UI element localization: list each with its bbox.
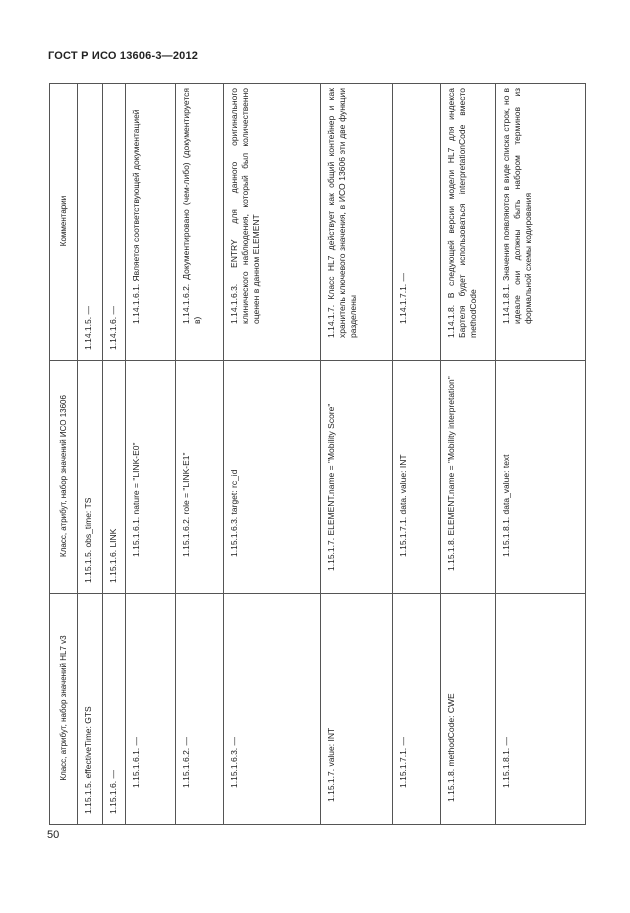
- hl7-cell: 1.15.1.7.1. —: [393, 594, 441, 825]
- hl7-cell: 1.15.1.6. —: [103, 594, 126, 825]
- iso-cell: 1.15.1.6.3. target: rc_id: [224, 361, 321, 594]
- document-header: ГОСТ Р ИСО 13606-3—2012: [48, 50, 199, 62]
- comment-cell: 1.14.1.7. Класс HL7 действует как общий контейнер и как хранитель ключевого значения, в ИСО 13606 эти две функции разделены: [321, 84, 393, 361]
- hl7-cell: 1.15.1.6.1. —: [126, 594, 176, 825]
- iso-cell: 1.15.1.5. obs_time: TS: [78, 361, 103, 594]
- page-number: 50: [47, 829, 60, 841]
- hl7-cell: 1.15.1.5. effectiveTime: GTS: [78, 594, 103, 825]
- table-row: [126, 84, 176, 825]
- comment-cell: 1.14.1.6.1. Является соответствующей документацией: [126, 84, 176, 361]
- comment-cell: 1.14.1.6.2. Документировано (чем-либо) (документируется в): [176, 84, 224, 361]
- table-row: [103, 84, 126, 825]
- iso-cell: 1.15.1.7.1. data. value: INT: [393, 361, 441, 594]
- iso-cell: 1.15.1.6.1. nature = "LINK-E0": [126, 361, 176, 594]
- iso-cell: 1.15.1.8. ELEMENT.name = "Mobility interpretation": [441, 361, 496, 594]
- table-row: [78, 84, 103, 825]
- table-row: [176, 84, 224, 825]
- table-row: [321, 84, 393, 825]
- iso-cell: 1.15.1.7. ELEMENT.name = "Mobility Score": [321, 361, 393, 594]
- hl7-cell: 1.15.1.8.1. —: [496, 594, 586, 825]
- iso-cell: 1.15.1.6. LINK: [103, 361, 126, 594]
- comment-cell: 1.14.1.8.1. Значения появляются в виде списка строк, но в идеале они должны быть набором терминов из формальной схемы кодирования: [496, 84, 586, 361]
- hl7-cell: 1.15.1.6.3. —: [224, 594, 321, 825]
- iso-cell: 1.15.1.6.2. role = "LINK-E1": [176, 361, 224, 594]
- comment-cell: 1.14.1.8. В следующей версии модели HL7 для индекса Бартеля будет использоваться interpretationCode вместо methodCode: [441, 84, 496, 361]
- comment-cell: 1.14.1.5. —: [78, 84, 103, 361]
- rotated-table-wrapper: [49, 84, 581, 825]
- hl7-cell: 1.15.1.7. value: INT: [321, 594, 393, 825]
- hl7-cell: 1.15.1.8. methodCode: CWE: [441, 594, 496, 825]
- comment-cell: 1.14.1.6.3. ENTRY для данного оригинального клинического наблюдения, который был количественно оценен в данном ELEMENT: [224, 84, 321, 361]
- hl7-cell: 1.15.1.6.2. —: [176, 594, 224, 825]
- column-header-hl7: Класс, атрибут, набор значений HL7 v3: [50, 594, 78, 825]
- table-row: [393, 84, 441, 825]
- table-row: [496, 84, 586, 825]
- column-header-comments: Комментарии: [50, 84, 78, 361]
- table-row: [224, 84, 321, 825]
- mapping-table: [49, 83, 586, 825]
- column-header-iso: Класс, атрибут, набор значений ИСО 13606: [50, 361, 78, 594]
- iso-cell: 1.15.1.8.1. data_value: text: [496, 361, 586, 594]
- comment-cell: 1.14.1.6. —: [103, 84, 126, 361]
- table-row: [441, 84, 496, 825]
- comment-cell: 1.14.1.7.1. —: [393, 84, 441, 361]
- table-header-row: [50, 84, 78, 825]
